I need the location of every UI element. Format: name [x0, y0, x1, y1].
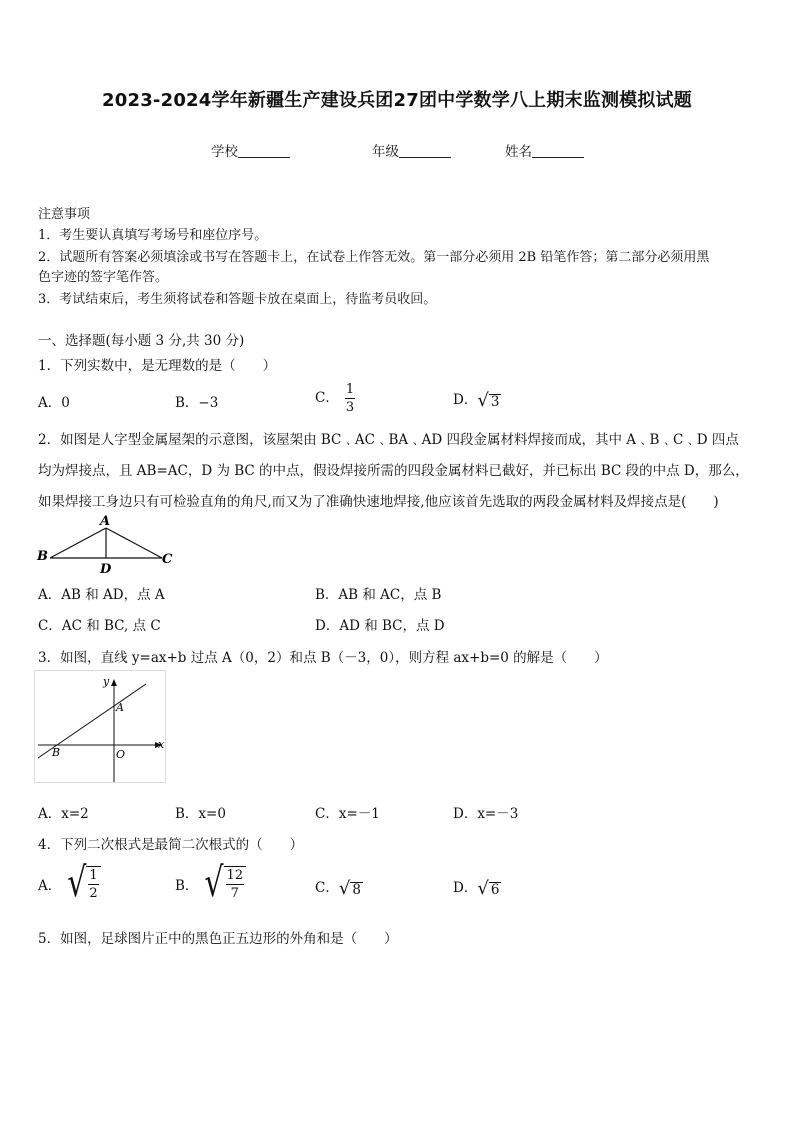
notice-heading: 注意事项 — [38, 207, 91, 222]
segment-ba — [50, 528, 106, 558]
sqrt-symbol: √ 8 — [338, 878, 361, 899]
q3-option-b: B．x=0 — [175, 806, 226, 822]
grade-blank[interactable] — [399, 143, 451, 158]
point-b-label: B — [37, 549, 48, 564]
q2-option-c: C．AC 和 BC, 点 C — [38, 618, 161, 634]
q3-option-c: C．x=－1 — [315, 806, 380, 822]
school-blank[interactable] — [238, 143, 290, 158]
q2-line: 如果焊接工身边只有可检验直角的角尺,而又为了准确快速地焊接,他应该首先选取的两段金属材料及焊接点是( ) — [38, 494, 719, 510]
q4-option-d: D．√ 6 — [453, 878, 500, 899]
sqrt-symbol: √ 3 — [477, 390, 500, 411]
sqrt-symbol: √ $\frac{1}{2}$ — [67, 866, 100, 902]
q3-option-a: A．x=2 — [38, 806, 89, 822]
q5-stem: 5．如图，足球图片正中的黑色正五边形的外角和是（ ） — [38, 931, 398, 947]
q4-option-b: B． √ $\frac{12}{7}$ — [175, 866, 246, 902]
page-title: 2023-2024学年新疆生产建设兵团27团中学数学八上期末监测模拟试题 — [102, 90, 692, 111]
point-b-label: B — [52, 746, 61, 759]
point-c-label: C — [162, 552, 173, 567]
point-a-label: A — [100, 514, 111, 529]
q2-option-a: A．AB 和 AD，点 A — [38, 587, 165, 603]
point-d-label: D — [100, 562, 112, 576]
q2-line: 均为焊接点，且 AB=AC，D 为 BC 的中点，假设焊接所需的四段金属材料已截好，并已标出 BC 段的中点 D，那么， — [38, 463, 749, 479]
q1-option-c: C． $\frac{1}{3}$ — [315, 382, 355, 415]
q1-option-a: A．0 — [38, 395, 70, 411]
name-field — [505, 140, 584, 160]
origin-label: O — [116, 748, 126, 761]
y-axis-label: y — [103, 675, 110, 688]
school-field — [211, 140, 290, 160]
fraction: $\frac{1}{3}$ — [345, 382, 355, 415]
name-label: 姓名 — [505, 144, 532, 160]
notice-item: 色字迹的签字笔作答。 — [38, 270, 169, 285]
notice-item: 1．考生要认真填写考场号和座位序号。 — [38, 228, 268, 243]
x-axis-label: x — [158, 738, 165, 751]
q1-option-d: D．√ 3 — [453, 390, 500, 411]
q4-option-c: C．√ 8 — [315, 878, 361, 899]
q3-stem: 3．如图，直线 y=ax+b 过点 A（0，2）和点 B（－3，0），则方程 ax+b=0 的解是（ ） — [38, 650, 608, 666]
school-label: 学校 — [211, 144, 238, 160]
q1-stem: 1．下列实数中，是无理数的是（ ） — [38, 358, 277, 374]
grade-field — [372, 140, 451, 160]
roof-truss-figure — [34, 510, 184, 576]
notice-item: 3．考试结束后，考生须将试卷和答题卡放在桌面上，待监考员收回。 — [38, 292, 437, 307]
sqrt-symbol: √ $\frac{12}{7}$ — [204, 866, 246, 902]
graph-frame — [35, 671, 166, 783]
notice-item: 2．试题所有答案必须填涂或书写在答题卡上，在试卷上作答无效。第一部分必须用 2B 铅笔作答；第二部分必须用黑 — [38, 250, 710, 265]
name-blank[interactable] — [532, 143, 584, 158]
q2-line: 2．如图是人字型金属屋架的示意图，该屋架由 BC﹑AC﹑BA﹑AD 四段金属材料焊接而成，其中 A﹑B﹑C﹑D 四点 — [38, 432, 739, 448]
q2-option-d: D．AD 和 BC，点 D — [315, 618, 445, 634]
q4-stem: 4．下列二次根式是最简二次根式的（ ） — [38, 837, 304, 853]
linear-function-graph — [34, 670, 168, 786]
section-heading: 一、选择题(每小题 3 分,共 30 分) — [38, 333, 245, 349]
grade-label: 年级 — [372, 144, 399, 160]
q2-option-b: B．AB 和 AC，点 B — [315, 587, 442, 603]
q4-option-a: A． √ $\frac{1}{2}$ — [38, 866, 101, 902]
segment-ac — [106, 528, 162, 558]
q1-option-b: B．−3 — [175, 395, 219, 411]
point-a-label: A — [116, 701, 124, 714]
sqrt-symbol: √ 6 — [477, 878, 500, 899]
q3-option-d: D．x=－3 — [453, 806, 519, 822]
